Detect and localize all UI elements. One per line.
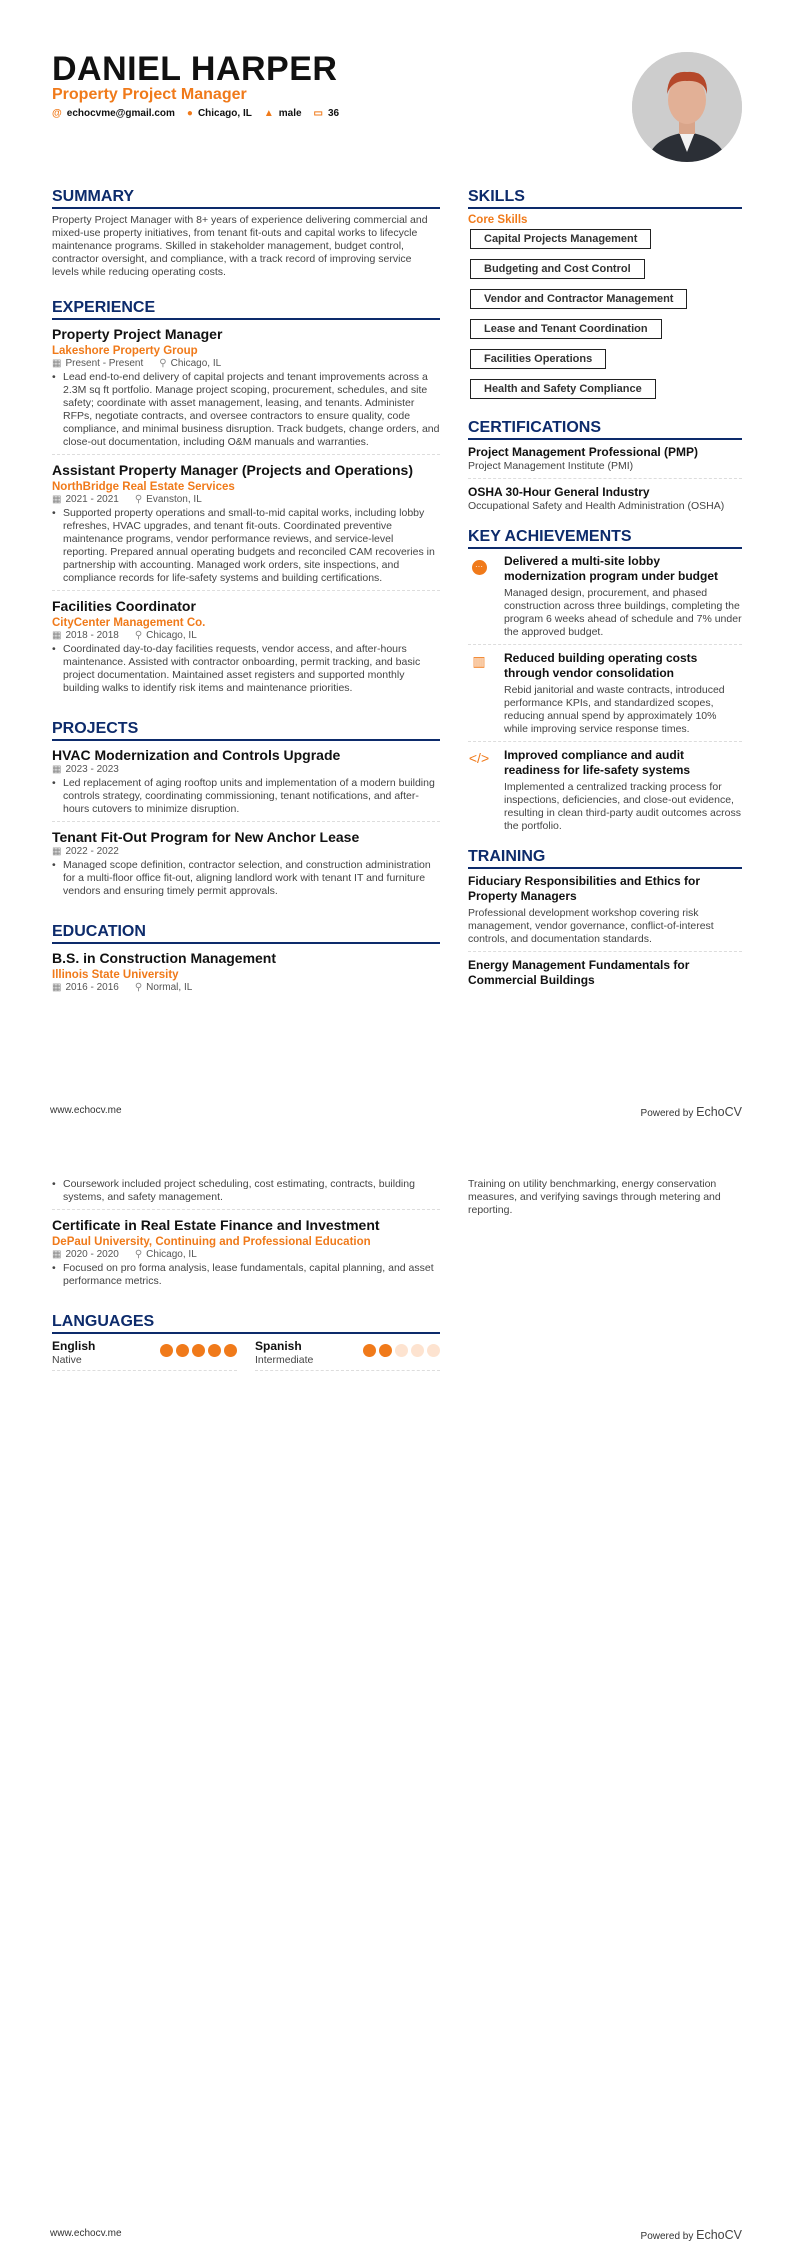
- right-column: [468, 168, 742, 988]
- skill-tag: Capital Projects Management: [470, 229, 651, 249]
- company: Lakeshore Property Group: [52, 345, 198, 357]
- dates: 2023 - 2023: [65, 764, 119, 775]
- achievement-item: [468, 651, 742, 742]
- section-heading-projects: PROJECTS: [52, 720, 440, 741]
- location: Chicago, IL: [146, 1249, 197, 1260]
- footer-site[interactable]: www.echocv.me: [50, 2228, 122, 2239]
- location: Chicago, IL: [170, 358, 222, 369]
- language-level: Intermediate: [255, 1354, 314, 1366]
- location: Normal, IL: [146, 982, 193, 993]
- person-icon: ▲: [263, 108, 274, 119]
- job-title: Property Project Manager: [52, 326, 223, 342]
- rating-dot-filled: [160, 1344, 173, 1357]
- age: 36: [328, 108, 340, 119]
- rating-dot-empty: [427, 1344, 440, 1357]
- skill-tag: Vendor and Contractor Management: [470, 289, 687, 309]
- achievement-desc: Implemented a centralized tracking process for inspections, deficiencies, and close-out evidence, resulting in clean third-party audit outcomes across the portfolio.: [504, 781, 741, 832]
- calendar-icon: ▭: [313, 108, 323, 119]
- achievement-item: [468, 748, 742, 838]
- section-heading-achievements: KEY ACHIEVEMENTS: [468, 528, 742, 549]
- school: DePaul University, Continuing and Professional Education: [52, 1236, 371, 1248]
- dates: Present - Present: [65, 358, 144, 369]
- resume-page-2: [0, 1123, 794, 2246]
- training-item: [468, 874, 742, 952]
- dates: 2021 - 2021: [65, 494, 119, 505]
- calendar-icon: ▦: [52, 630, 62, 641]
- candidate-title: Property Project Manager: [52, 86, 247, 103]
- bullet: Coordinated day-to-day facilities requests, vendor access, and after-hours maintenance. Assisted with contractor onboarding, permit tracking, and basic project documentation. Maintained asset registers and supported monthly building walks to identify risk items and maintenance priorities.: [63, 643, 421, 694]
- degree: Certificate in Real Estate Finance and Investment: [52, 1217, 380, 1233]
- certification-name: OSHA 30-Hour General Industry: [468, 485, 650, 499]
- rating-dot-filled: [192, 1344, 205, 1357]
- dates: 2022 - 2022: [65, 846, 119, 857]
- training-desc: Professional development workshop covering risk management, vendor governance, conflict-of-interest controls, and documentation standards.: [468, 907, 714, 945]
- rating-dot-filled: [224, 1344, 237, 1357]
- email[interactable]: echocvme@gmail.com: [66, 108, 175, 119]
- rating-dot-empty: [411, 1344, 424, 1357]
- project-item: HVAC Modernization and Controls Upgrade ▦ 2023 - 2023 • Led replacement of aging rooftop units and implementation of a modern building controls strategy, coordinating commissioning, tenant notifications, and after-hours cutovers to minimize disruption.: [52, 746, 440, 822]
- project-title: Tenant Fit-Out Program for New Anchor Lease: [52, 829, 360, 845]
- left-column: [52, 168, 440, 995]
- school: Illinois State University: [52, 969, 179, 981]
- achievement-title: Reduced building operating costs through vendor consolidation: [504, 651, 698, 680]
- language-item: [52, 1339, 237, 1371]
- bullet: Focused on pro forma analysis, lease fundamentals, capital planning, and asset performance metrics.: [63, 1262, 434, 1287]
- calendar-icon: ▦: [52, 764, 62, 775]
- bullet: Managed scope definition, contractor selection, and construction administration for a multi-floor office fit-out, aligning landlord work with tenant IT and furniture vendors and ensuring timely permit approvals.: [63, 859, 431, 897]
- degree: B.S. in Construction Management: [52, 950, 277, 966]
- location-icon: ⚲: [134, 494, 143, 505]
- achievement-item: [468, 554, 742, 645]
- location: Chicago, IL: [197, 108, 252, 119]
- training-title: Fiduciary Responsibilities and Ethics for Property Managers: [468, 874, 701, 903]
- education-item: [52, 949, 440, 993]
- calendar-icon: ▦: [52, 494, 62, 505]
- achievement-desc: Managed design, procurement, and phased construction across three buildings, completing the program 6 weeks ahead of schedule and 7% under the approved budget.: [504, 587, 742, 638]
- dates: 2016 - 2016: [65, 982, 119, 993]
- location-icon: ⚲: [159, 358, 167, 369]
- certification-item: [468, 485, 742, 518]
- achievement-title: Improved compliance and audit readiness for life-safety systems: [504, 748, 691, 777]
- calendar-icon: ▦: [52, 982, 62, 993]
- education-item-continued: • Coursework included project scheduling, cost estimating, contracts, building systems, and safety management.: [52, 1178, 440, 1210]
- contact-info: [52, 108, 339, 119]
- location-icon: ⚲: [134, 1249, 143, 1260]
- footer-powered: [641, 2228, 742, 2242]
- project-item: Tenant Fit-Out Program for New Anchor Lease ▦ 2022 - 2022 • Managed scope definition, contractor selection, and construction administration for a multi-floor office fit-out, aligning landlord work with tenant IT and furniture vendors and ensuring timely permit approvals.: [52, 828, 440, 903]
- brand-logo[interactable]: EchoCV: [696, 1105, 742, 1119]
- location-icon: ⚲: [134, 982, 143, 993]
- skill-tag: Budgeting and Cost Control: [470, 259, 645, 279]
- section-heading-languages: LANGUAGES: [52, 1313, 440, 1334]
- summary-text: Property Project Manager with 8+ years of experience delivering commercial and mixed-use property initiatives, from tenant fit-outs and capital works to lifecycle maintenance programs. Skilled in stakeholder management, budget control, contractor oversight, and compliance, with a track record of improving service levels while reducing operating costs.: [52, 214, 428, 278]
- training-item: [468, 958, 742, 988]
- company: CityCenter Management Co.: [52, 617, 206, 629]
- more-icon: ···: [468, 554, 490, 639]
- gender: male: [278, 108, 302, 119]
- skill-tag: Health and Safety Compliance: [470, 379, 656, 399]
- certification-issuer: Occupational Safety and Health Administration (OSHA): [468, 500, 725, 512]
- calendar-icon: ▦: [52, 1249, 62, 1260]
- candidate-name: DANIEL HARPER: [52, 50, 338, 88]
- language-rating: [360, 1344, 440, 1362]
- rating-dot-filled: [363, 1344, 376, 1357]
- location-icon: ●: [186, 108, 193, 119]
- left-column: [52, 1178, 440, 1371]
- calendar-icon: ▦: [52, 358, 62, 369]
- footer-site[interactable]: www.echocv.me: [50, 1105, 122, 1116]
- rating-dot-filled: [176, 1344, 189, 1357]
- achievement-title: Delivered a multi-site lobby modernization program under budget: [504, 554, 719, 583]
- rating-dot-filled: [379, 1344, 392, 1357]
- powered-by: Powered by: [640, 1108, 694, 1119]
- code-icon: </>: [468, 750, 490, 766]
- profile-photo: [632, 52, 742, 162]
- right-column: [468, 1178, 742, 1217]
- location: Chicago, IL: [146, 630, 197, 641]
- skill-tag: Lease and Tenant Coordination: [470, 319, 662, 339]
- powered-by: Powered by: [640, 2231, 694, 2242]
- location-icon: ⚲: [134, 630, 143, 641]
- company: NorthBridge Real Estate Services: [52, 481, 235, 493]
- job-title: Assistant Property Manager (Projects and Operations): [52, 462, 413, 478]
- certification-issuer: Project Management Institute (PMI): [468, 460, 634, 472]
- language-name: Spanish: [255, 1339, 302, 1353]
- bullet: Lead end-to-end delivery of capital projects and tenant improvements across a 2.3M sq ft portfolio. Manage project scoping, procurement, schedules, and site safety; coordinate with asset management, leasing, and tenants. Administer RFPs, negotiate contracts, and oversee contractors to ensure quality, code compliance, and minimal business disruption. Track budgets, change orders, and close-out documentation, including O&M manuals and warranties.: [63, 371, 440, 448]
- experience-item: Assistant Property Manager (Projects and Operations) NorthBridge Real Estate Services ▦ 2021 - 2021 ⚲ Evanston, IL • Supported property operations and small-to-mid capital works, including lobby refreshes, HVAC upgrades, and tenant fit-outs. Coordinated preventive maintenance programs, vendor performance reviews, and service-level reporting. Prepared annual operating budgets and reconciled CAM recoveries in partnership with accounting. Managed work orders, site inspections, and compliance records for life-safety systems and building certifications.: [52, 461, 440, 591]
- bullet: Led replacement of aging rooftop units and implementation of a modern building controls strategy, coordinating commissioning, tenant notifications, and after-hours cutovers to minimize disruption.: [63, 777, 435, 815]
- certification-name: Project Management Professional (PMP): [468, 445, 699, 459]
- calendar-icon: ▦: [52, 846, 62, 857]
- training-title: Energy Management Fundamentals for Commercial Buildings: [468, 958, 690, 987]
- section-heading-skills: SKILLS: [468, 188, 742, 209]
- section-heading-summary: SUMMARY: [52, 188, 440, 209]
- training-desc: Training on utility benchmarking, energy conservation measures, and verifying savings through metering and reporting.: [468, 1178, 721, 1216]
- brand-logo[interactable]: EchoCV: [696, 2228, 742, 2242]
- language-rating: [157, 1344, 237, 1362]
- experience-item: Facilities Coordinator CityCenter Management Co. ▦ 2018 - 2018 ⚲ Chicago, IL • Coordinated day-to-day facilities requests, vendor access, and after-hours maintenance. Assisted with contractor onboarding, permit tracking, and basic project documentation. Maintained asset registers and supported monthly building walks to identify risk items and maintenance priorities.: [52, 597, 440, 700]
- language-level: Native: [52, 1354, 82, 1366]
- skill-group-title: Core Skills: [468, 214, 528, 226]
- bullet: Supported property operations and small-to-mid capital works, including lobby refreshes, HVAC upgrades, and tenant fit-outs. Coordinated preventive maintenance programs, vendor performance reviews, and service-level reporting. Prepared annual operating budgets and reconciled CAM recoveries in partnership with accounting. Managed work orders, site inspections, and compliance records for life-safety systems and building certifications.: [63, 507, 435, 584]
- section-heading-education: EDUCATION: [52, 923, 440, 944]
- dates: 2020 - 2020: [65, 1249, 119, 1260]
- language-item: [255, 1339, 440, 1371]
- language-name: English: [52, 1339, 96, 1353]
- skill-tag: Facilities Operations: [470, 349, 606, 369]
- education-item: Certificate in Real Estate Finance and Investment DePaul University, Continuing and Professional Education ▦ 2020 - 2020 ⚲ Chicago, IL • Focused on pro forma analysis, lease fundamentals, capital planning, and asset performance metrics.: [52, 1216, 440, 1293]
- section-heading-training: TRAINING: [468, 848, 742, 869]
- certification-item: [468, 445, 742, 479]
- bullet: Coursework included project scheduling, cost estimating, contracts, building systems, and safety management.: [63, 1178, 415, 1203]
- email-icon: @: [52, 108, 62, 119]
- dates: 2018 - 2018: [65, 630, 119, 641]
- rating-dot-filled: [208, 1344, 221, 1357]
- building-icon: ▥: [472, 653, 486, 669]
- project-title: HVAC Modernization and Controls Upgrade: [52, 747, 341, 763]
- job-title: Facilities Coordinator: [52, 598, 196, 614]
- achievement-desc: Rebid janitorial and waste contracts, introduced performance KPIs, and standardized scopes, reducing annual spend by approximately 10% while improving service response times.: [504, 684, 725, 735]
- section-heading-experience: EXPERIENCE: [52, 299, 440, 320]
- experience-item: Property Project Manager Lakeshore Property Group ▦ Present - Present ⚲ Chicago, IL • Lead end-to-end delivery of capital projects and tenant improvements across a 2.3M sq ft portfolio. Manage project scoping, procurement, schedules, and site safety; coordinate with asset management, leasing, and tenants. Administer RFPs, negotiate contracts, and oversee contractors to ensure quality, code compliance, and minimal business disruption. Track budgets, change orders, and close-out documentation, including O&M manuals and warranties.: [52, 325, 440, 455]
- section-heading-certifications: CERTIFICATIONS: [468, 419, 742, 440]
- languages-list: [52, 1339, 440, 1371]
- rating-dot-empty: [395, 1344, 408, 1357]
- location: Evanston, IL: [146, 494, 202, 505]
- footer-powered: [641, 1105, 742, 1119]
